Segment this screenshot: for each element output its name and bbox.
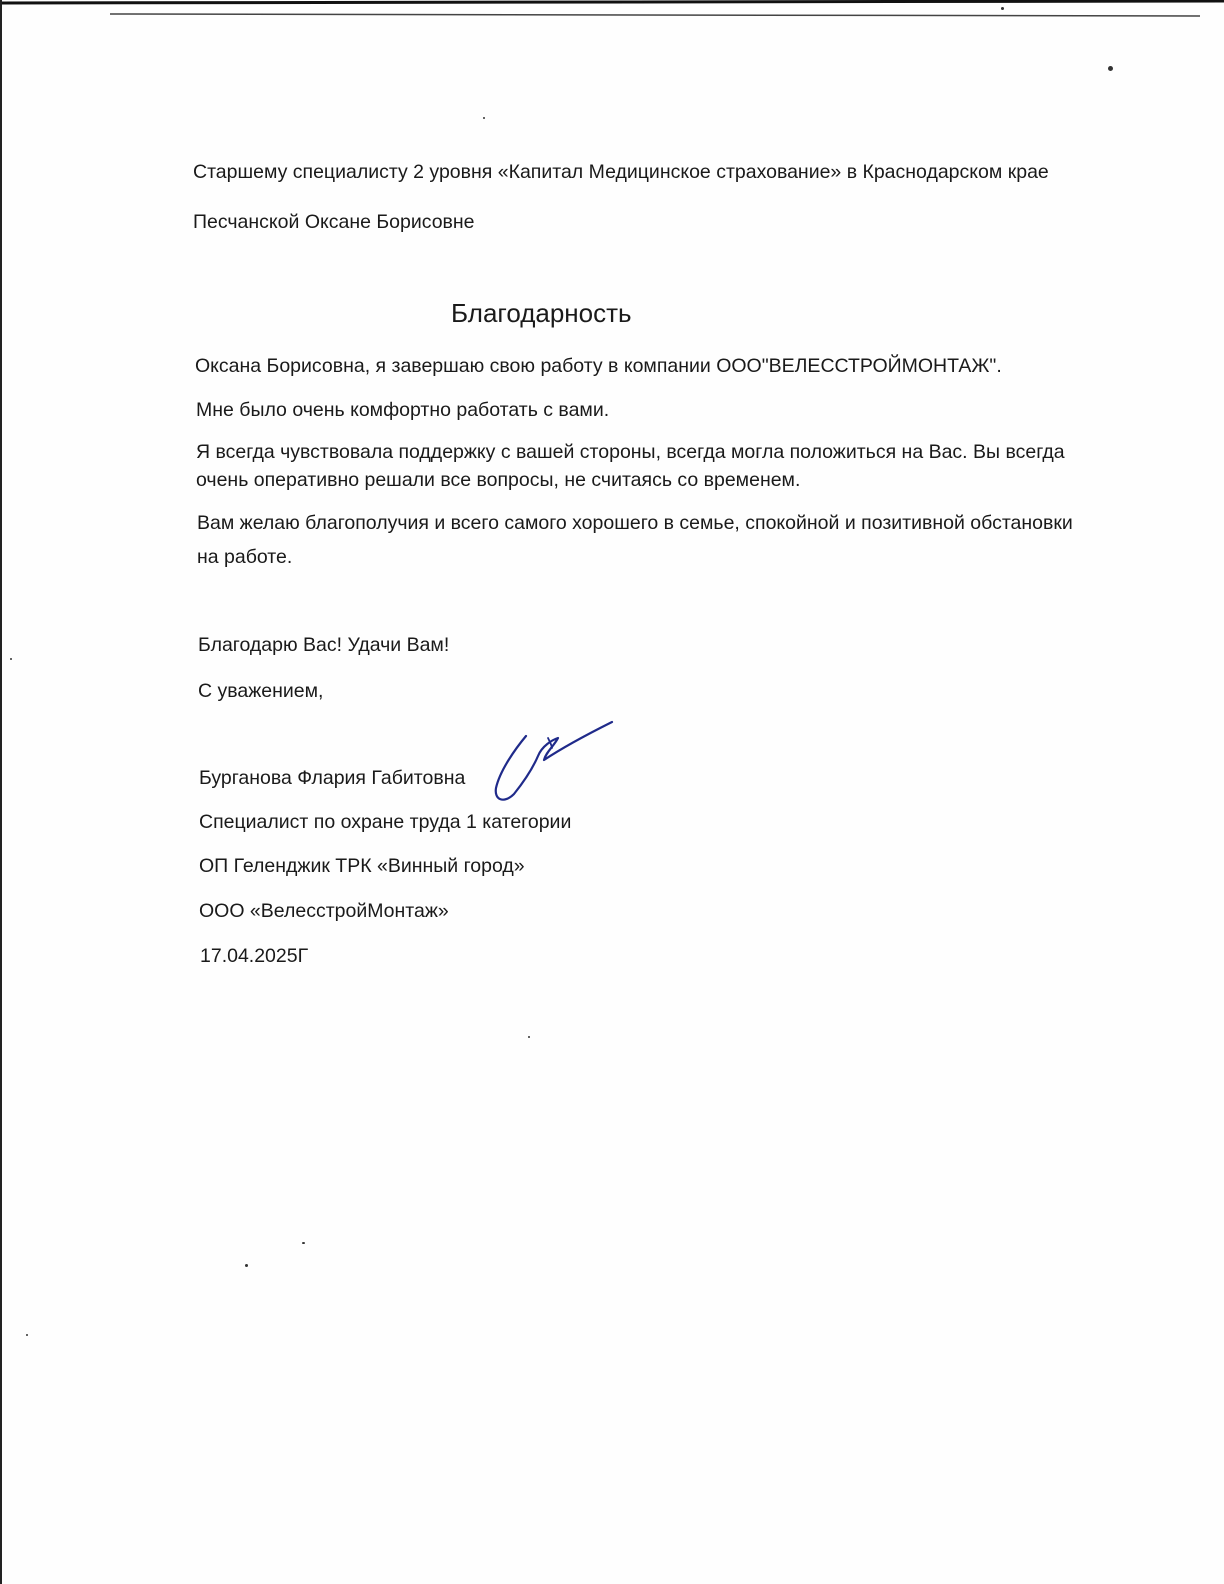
body-paragraph-3-line-1: Я всегда чувствовала поддержку с вашей стороны, всегда могла положиться на Вас. Вы всегда: [196, 441, 1065, 463]
scan-speck: [1108, 66, 1113, 71]
sender-name: Бурганова Флария Габитовна: [199, 767, 466, 789]
addressee-line-2: Песчанской Оксане Борисовне: [193, 211, 475, 233]
scan-speck: [528, 1036, 530, 1038]
letter-date: 17.04.2025Г: [200, 945, 309, 967]
body-paragraph-1: Оксана Борисовна, я завершаю свою работу в компании ООО"ВЕЛЕССТРОЙМОНТАЖ".: [195, 355, 1002, 377]
body-paragraph-3-line-2: очень оперативно решали все вопросы, не считаясь со временем.: [196, 469, 801, 491]
scan-speck: [26, 1334, 28, 1336]
scan-speck: [10, 658, 12, 660]
sender-division: ОП Геленджик ТРК «Винный город»: [199, 855, 525, 877]
scan-speck: [483, 117, 485, 119]
document-title: Благодарность: [451, 298, 632, 328]
scan-edge-left: [0, 0, 4, 1584]
scan-speck: [302, 1242, 305, 1244]
body-paragraph-4-line-2: на работе.: [197, 546, 293, 568]
scan-edge-top: [0, 0, 1224, 22]
handwritten-signature: [488, 718, 618, 808]
sender-company: ООО «ВелесстройМонтаж»: [199, 900, 449, 922]
scan-speck: [245, 1264, 248, 1267]
body-paragraph-4-line-1: Вам желаю благополучия и всего самого хорошего в семье, спокойной и позитивной обстановки: [197, 512, 1073, 534]
addressee-line-1: Старшему специалисту 2 уровня «Капитал Медицинское страхование» в Краснодарском крае: [193, 161, 1049, 183]
body-paragraph-2: Мне было очень комфортно работать с вами.: [196, 399, 610, 421]
closing-thanks: Благодарю Вас! Удачи Вам!: [198, 634, 450, 656]
closing-regards: С уважением,: [198, 680, 324, 702]
sender-position: Специалист по охране труда 1 категории: [199, 811, 572, 833]
scan-speck: [1001, 7, 1004, 10]
